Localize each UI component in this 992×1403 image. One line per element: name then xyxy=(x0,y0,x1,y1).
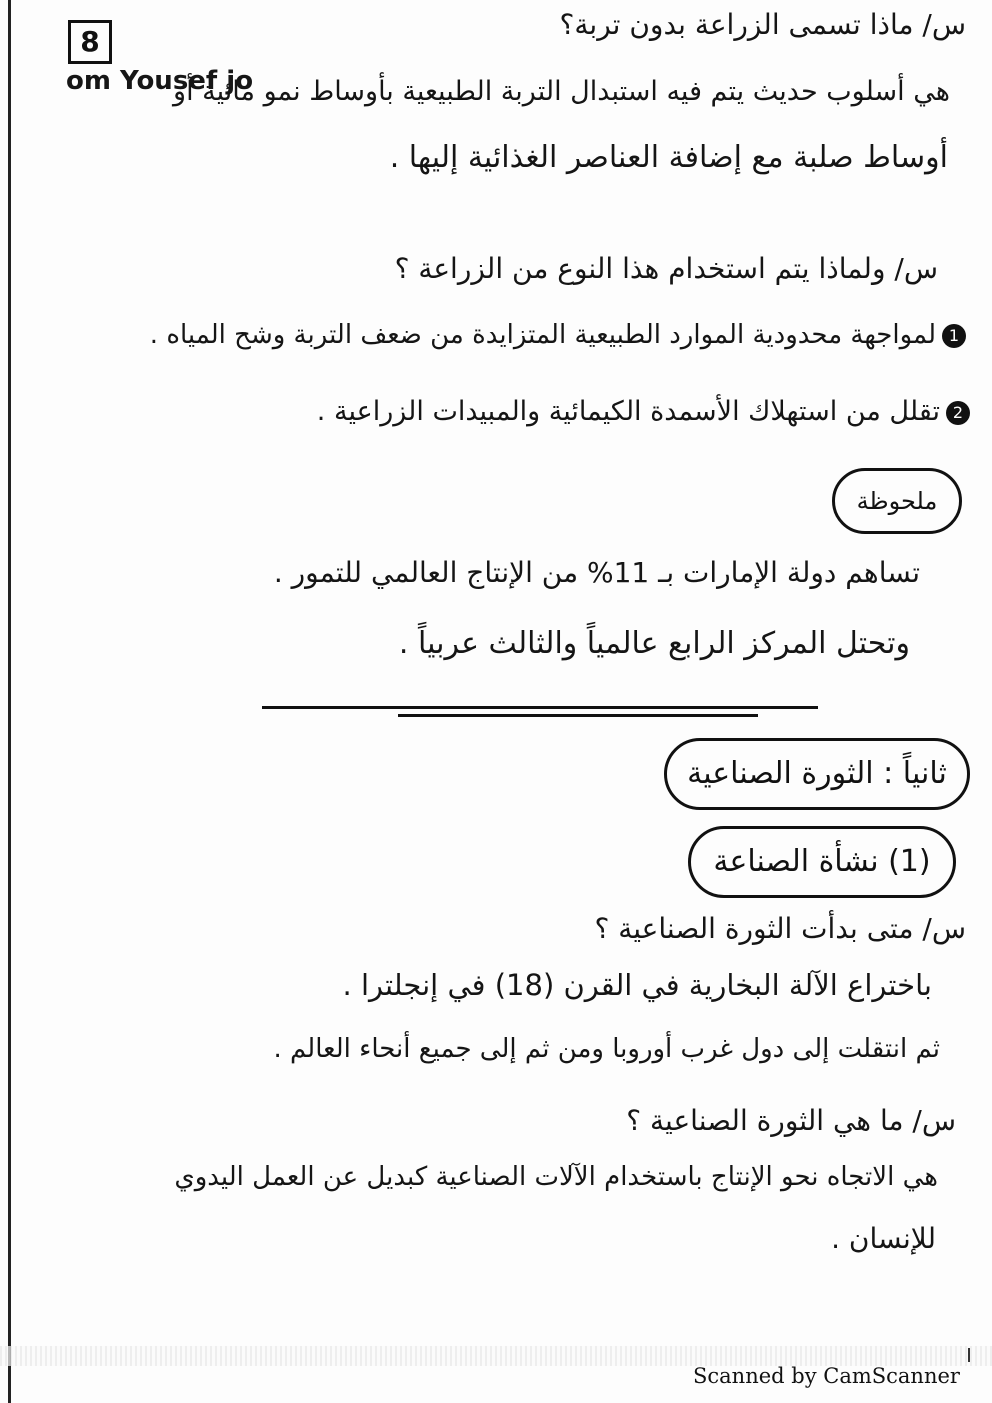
question-3: س/ متى بدأت الثورة الصناعية ؟ xyxy=(594,912,966,945)
note-line-1: تساهم دولة الإمارات بـ 11% من الإنتاج العالمي للتمور . xyxy=(273,556,920,589)
number-marker-1: 1 xyxy=(942,324,966,348)
section-divider-bottom xyxy=(398,714,758,717)
answer-3-line-1: باختراع الآلة البخارية في القرن (18) في إنجلترا . xyxy=(342,968,932,1002)
question-4: س/ ما هي الثورة الصناعية ؟ xyxy=(626,1104,956,1137)
answer-2-item-2 xyxy=(317,396,970,428)
note-line-2: وتحتل المركز الرابع عالمياً والثالث عربياً . xyxy=(398,626,910,661)
scan-left-edge xyxy=(8,0,11,1403)
scan-edge-mark xyxy=(968,1348,970,1362)
answer-2-item-2-text: تقلل من استهلاك الأسمدة الكيمائية والمبيدات الزراعية . xyxy=(316,396,940,427)
question-2: س/ ولماذا يتم استخدام هذا النوع من الزراعة ؟ xyxy=(394,252,938,285)
note-cloud-label: ملحوظة xyxy=(832,468,962,534)
subsection-title-cloud: (1) نشأة الصناعة xyxy=(688,826,956,898)
answer-2-item-1 xyxy=(150,320,966,351)
section-divider-top xyxy=(262,706,818,709)
answer-1-line-1: هي أسلوب حديث يتم فيه استبدال التربة الطبيعية بأوساط نمو مائية أو xyxy=(173,76,950,107)
scan-bottom-noise xyxy=(0,1346,992,1366)
page-number-box: 8 xyxy=(68,20,112,64)
author-signature: om Yousef jo xyxy=(66,66,254,96)
scanner-watermark: Scanned by CamScanner xyxy=(693,1364,960,1388)
number-marker-2: 2 xyxy=(946,401,970,425)
question-1: س/ ماذا تسمى الزراعة بدون تربة؟ xyxy=(559,8,966,41)
answer-4-line-2: للإنسان . xyxy=(831,1222,936,1255)
section-title-cloud: ثانياً : الثورة الصناعية xyxy=(664,738,970,810)
answer-3-line-2: ثم انتقلت إلى دول غرب أوروبا ومن ثم إلى جميع أنحاء العالم . xyxy=(273,1034,940,1064)
answer-4-line-1: هي الاتجاه نحو الإنتاج باستخدام الآلات الصناعية كبديل عن العمل اليدوي xyxy=(174,1162,938,1192)
answer-1-line-2: أوساط صلبة مع إضافة العناصر الغذائية إليها . xyxy=(389,140,948,175)
answer-2-item-1-text: لمواجهة محدودية الموارد الطبيعية المتزايدة من ضعف التربة وشح المياه . xyxy=(149,320,936,350)
